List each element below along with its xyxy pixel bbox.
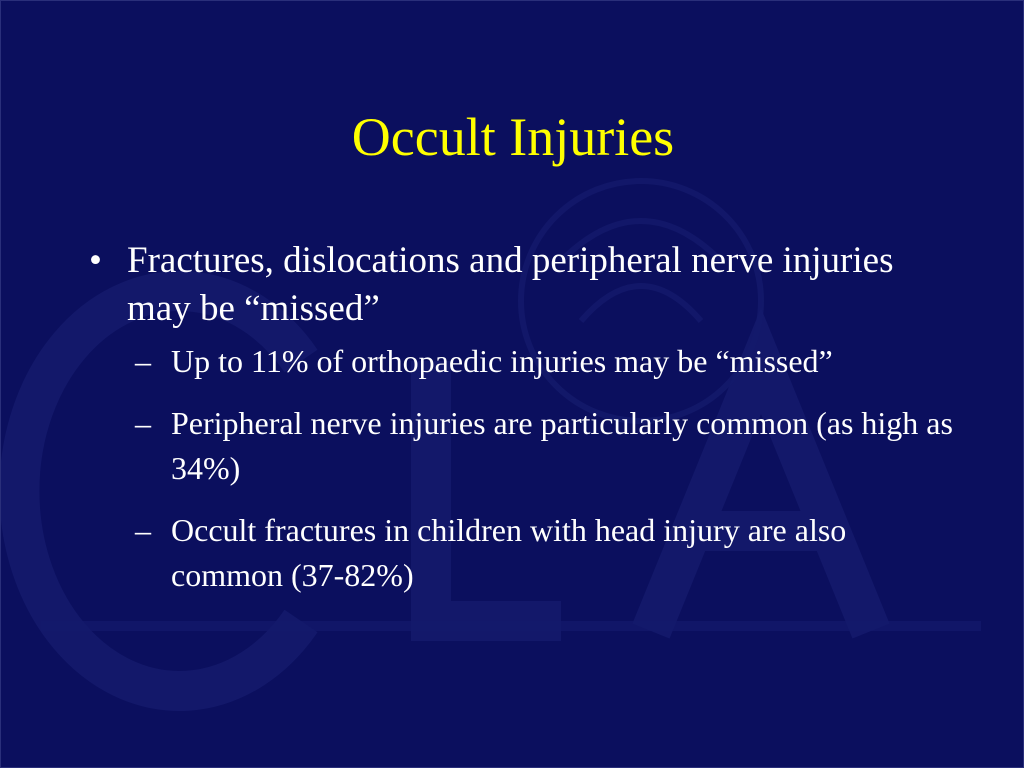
sub-bullet-item bbox=[135, 508, 959, 598]
bullet-text: Fractures, dislocations and peripheral nerve injuries may be “missed” bbox=[127, 240, 894, 329]
sub-bullet-text: Peripheral nerve injuries are particularly common (as high as 34%) bbox=[171, 405, 953, 486]
sub-bullet-marker: – bbox=[135, 343, 151, 379]
sub-bullet-marker: – bbox=[135, 512, 151, 548]
bullet-item bbox=[89, 237, 959, 333]
sub-bullet-item bbox=[135, 339, 959, 384]
sub-bullet-text: Up to 11% of orthopaedic injuries may be “missed” bbox=[171, 343, 833, 379]
sub-bullet-list bbox=[135, 339, 959, 598]
sub-bullet-text: Occult fractures in children with head injury are also common (37-82%) bbox=[171, 512, 847, 593]
slide-body bbox=[89, 237, 959, 615]
watermark-baseline bbox=[41, 621, 981, 631]
sub-bullet-marker: – bbox=[135, 405, 151, 441]
sub-bullet-item bbox=[135, 401, 959, 491]
slide-title: Occult Injuries bbox=[351, 107, 675, 167]
bullet-marker: • bbox=[89, 240, 102, 281]
